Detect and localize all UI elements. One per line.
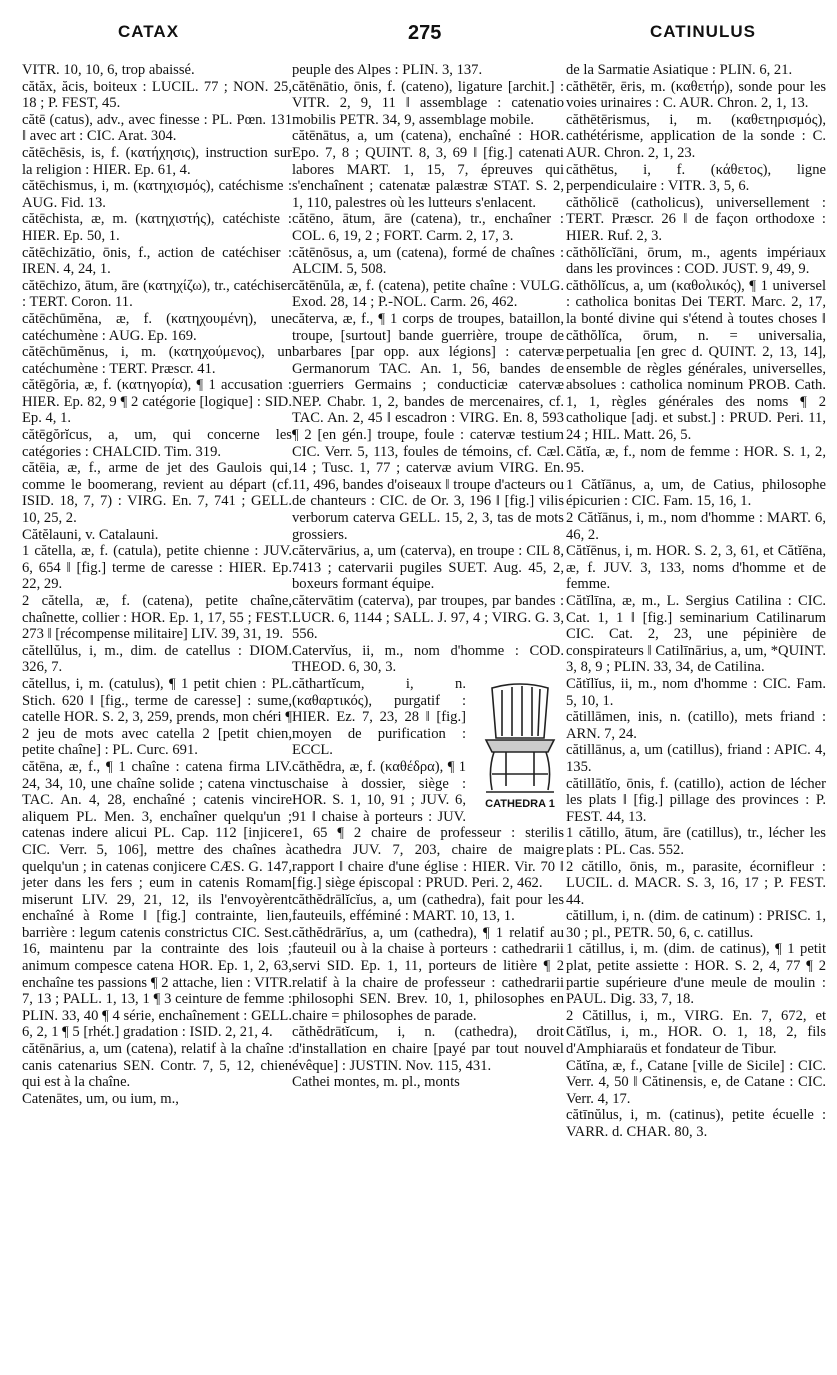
dictionary-entry: căthētēr, ēris, m. (καθετήρ), sonde pour les voies urinaires : C. AUR. Chron. 2, 1, 13. xyxy=(566,78,826,112)
dictionary-entry: cătēchūmĕnus, i, m. (κατηχούμενος), un catéchumène : TERT. Præscr. 41. xyxy=(22,344,292,377)
dictionary-entry: căthŏlicē (catholicus), universellement : TERT. Præscr. 26 ‖ de façon orthodoxe : HIER. Ruf. 2, 3. xyxy=(566,194,826,244)
dictionary-entry: cătēnŭla, æ, f. (catena), petite chaîne : VULG. Exod. 28, 14 ; P.-NOL. Carm. 26, 462. xyxy=(292,277,564,311)
chair-drawing xyxy=(472,678,568,796)
dictionary-entry: cătēnātus, a, um (catena), enchaîné : HOR. Epo. 7, 8 ; QUINT. 8, 3, 69 ‖ [fig.] catenati labores MART. 1, 15, 7, épreuves qui s'enchaînent ; catenatæ palæstræ STAT. S. 2, 1, 110, palestres où les lutteurs s'enlacent. xyxy=(292,128,564,211)
column-left xyxy=(22,62,292,1107)
dictionary-entry: 1 cătillus, i, m. (dim. de catinus), ¶ 1 petit plat, petite assiette : HOR. S. 2, 4, 77 ¶ 2 partie supérieure d'une meule de moulin : PAUL. Dig. 33, 7, 18. xyxy=(566,941,826,1008)
dictionary-entry: cătēgŏrĭcus, a, um, qui concerne les catégories : CHALCID. Tim. 319. xyxy=(22,427,292,460)
dictionary-entry: Cătĭēnus, i, m. HOR. S. 2, 3, 61, et Cătĭēna, æ, f. JUV. 3, 133, noms d'homme et de femme. xyxy=(566,543,826,593)
dictionary-entry: cătēno, ātum, āre (catena), tr., enchaîner : COL. 6, 19, 2 ; FORT. Carm. 2, 17, 3. xyxy=(292,211,564,244)
dictionary-entry: cătēnōsus, a, um (catena), formé de chaînes : ALCIM. 5, 508. xyxy=(292,244,564,278)
running-header xyxy=(0,22,837,52)
cathedra-illustration xyxy=(472,678,568,814)
header-first-word: CATAX xyxy=(118,22,180,41)
dictionary-entry: 1 cătella, æ, f. (catula), petite chienne : JUV. 6, 654 ‖ [fig.] terme de caresse : HIER. Ep. 22, 29. xyxy=(22,543,292,593)
dictionary-entry: cătillānus, a, um (catillus), friand : APIC. 4, 135. xyxy=(566,742,826,775)
dictionary-entry: căthētus, i, f. (κάθετος), ligne perpendiculaire : VITR. 3, 5, 6. xyxy=(566,161,826,195)
dictionary-entry: căthĕdrātĭcum, i, n. (cathedra), droit d'installation en chaire [payé par tout nouvel évêque] : JUSTIN. Nov. 115, 431. xyxy=(292,1024,564,1074)
dictionary-entry: cătīnŭlus, i, m. (catinus), petite écuelle : VARR. d. CHAR. 80, 3. xyxy=(566,1107,826,1140)
dictionary-entry: căthĕdra, æ, f. (καθέδρα), ¶ 1 chaise à dossier, siège : HOR. S. 1, 10, 91 ; JUV. 6, 91 ‖ chaise à porteurs : JUV. 1, 65 ¶ 2 chaire de professeur : sterilis cathedra JUV. 7, 203, chaire de maigre rapport ‖ chaire d'une église : HIER. Vir. 70 ‖ [fig.] siège épiscopal : PRUD. Peri. 2, 462. xyxy=(292,758,564,892)
dictionary-entry: cătēgŏria, æ, f. (κατηγορία), ¶ 1 accusation : HIER. Ep. 82, 9 ¶ 2 catégorie [logique] : SID. Ep. 4, 1. xyxy=(22,377,292,427)
dictionary-entry: cătēchista, æ, m. (κατηχιστής), catéchiste : HIER. Ep. 50, 1. xyxy=(22,211,292,244)
dictionary-entry: căterva, æ, f., ¶ 1 corps de troupes, bataillon, troupe, [surtout] bande guerrière, troupe de barbares [par opp. aux légions] : catervæ Germanorum TAC. An. 1, 56, bandes de guerriers Germains ; conducticiæ catervæ NEP. Chabr. 1, 2, bandes de mercenaires, cf. TAC. An. 2, 45 ‖ escadron : VIRG. En. 8, 593 ¶ 2 [en gén.] troupe, foule : catervæ testium CIC. Verr. 5, 113, foules de témoins, cf. Cæl. 14 ; Tusc. 1, 77 ; catervæ avium VIRG. En. 11, 496, bandes d'oiseaux ‖ troupe d'acteurs ou de chanteurs : CIC. de Or. 3, 196 ‖ [fig.] vilis verborum caterva GELL. 15, 2, 3, tas de mots grossiers. xyxy=(292,310,564,543)
dictionary-entry: cătellŭlus, i, m., dim. de catellus : DIOM. 326, 7. xyxy=(22,642,292,676)
dictionary-entry: cătē (catus), adv., avec finesse : PL. Pœn. 131 ‖ avec art : CIC. Arat. 304. xyxy=(22,111,292,145)
dictionary-entry: căthĕdrārĭus, a, um (cathedra), ¶ 1 relatif au fauteuil ou à la chaise à porteurs : cathedrarii servi SID. Ep. 1, 11, porteurs de litière ¶ 2 relatif à la chaire de professeur : cathedrarii philosophi SEN. Brev. 10, 1, philosophes en chaire = philosophes de parade. xyxy=(292,924,564,1024)
dictionary-entry: 1 cătillo, ātum, āre (catillus), tr., lécher les plats : PL. Cas. 552. xyxy=(566,825,826,858)
dictionary-entry: cătēchismus, i, m. (κατηχισμός), catéchisme : AUG. Fid. 13. xyxy=(22,178,292,211)
column-right xyxy=(566,62,826,1141)
dictionary-entry: 2 cătella, æ, f. (catena), petite chaîne, chaînette, collier : HOR. Ep. 1, 17, 55 ; FEST. 273 ‖ [récompense militaire] LIV. 39, 31, 19. xyxy=(22,593,292,643)
dictionary-entry: Cătĕlauni, v. Catalauni. xyxy=(22,526,159,543)
dictionary-entry: cătēchizātio, ōnis, f., action de catéchiser : IREN. 4, 24, 1. xyxy=(22,244,292,278)
dictionary-entry: căthētērismus, i, m. (καθετηρισμός), cathétérisme, application de la sonde : C. AUR. Chron. 2, 1, 23. xyxy=(566,111,826,161)
dictionary-entry: cătēnātio, ōnis, f. (cateno), ligature [archit.] : VITR. 2, 9, 11 ‖ assemblage : catenatio mobilis PETR. 34, 9, assemblage mobile. xyxy=(292,78,564,128)
dictionary-entry: CATHEDRA 1 căthartĭcum, i, n. (καθαρτικός), purgatif : HIER. Ez. 7, 23, 28 ‖ [fig.] moyen de purification : ECCL. xyxy=(292,676,564,759)
dictionary-entry: cătăx, ăcis, boiteux : LUCIL. 77 ; NON. 25, 18 ; P. FEST, 45. xyxy=(22,78,292,112)
dictionary-entry: căthĕdrālĭcĭus, a, um (cathedra), fait pour les fauteuils, efféminé : MART. 10, 13, 1. xyxy=(292,891,564,925)
dictionary-entry: căthŏlĭcus, a, um (καθολικός), ¶ 1 universel : catholica bonitas Dei TERT. Marc. 2, 17, la bonté divine qui s'étend à toutes choses ‖ căthŏlĭca, ōrum, n. = universalia, perpetualia [en grec d. QUINT. 2, 13, 14], ensemble de règles générales, universelles, absolues : catholica nominum PROB. Cath. 1, 1, règles générales des noms ¶ 2 catholique [adj. et subst.] : PRUD. Peri. 11, 24 ; HIL. Matt. 26, 5. xyxy=(566,277,826,444)
dictionary-entry: Cătĭlīna, æ, m., L. Sergius Catilina : CIC. Cat. 1, 1 ‖ [fig.] seminarium Catilinarum CIC. Cat. 2, 23, une pépinière de conspirateurs ‖ Catilīnārius, a, um, *QUINT. 3, 8, 9 ; PLIN. 33, 34, de Catilina. xyxy=(566,593,826,676)
dictionary-entry: cătervārius, a, um (caterva), en troupe : CIL 8, 7413 ; catervarii pugiles SUET. Aug. 45, 2, boxeurs formant équipe. xyxy=(292,543,564,593)
dictionary-entry: cătēchēsis, is, f. (κατήχησις), instruction sur la religion : HIER. Ep. 61, 4. xyxy=(22,144,292,178)
dictionary-entry: Cătĭlĭus, ii, m., nom d'homme : CIC. Fam. 5, 10, 1. xyxy=(566,675,826,709)
dictionary-entry: cătervātim (caterva), par troupes, par bandes : LUCR. 6, 1144 ; SALL. J. 97, 4 ; VIRG. G. 3, 556. xyxy=(292,593,564,643)
header-last-word: CATINULUS xyxy=(650,22,756,41)
dictionary-entry: cătillāmen, inis, n. (catillo), mets friand : ARN. 7, 24. xyxy=(566,709,826,742)
dictionary-entry: 2 Cătĭānus, i, m., nom d'homme : MART. 6, 46, 2. xyxy=(566,510,826,543)
dictionary-entry: Cathei montes, m. pl., monts xyxy=(292,1074,460,1091)
dictionary-entry: cătēchizo, ātum, āre (κατηχίζω), tr., catéchiser : TERT. Coron. 11. xyxy=(22,277,292,311)
dictionary-entry: Catenātes, um, ou ium, m., xyxy=(22,1090,179,1107)
dictionary-entry: cătillum, i, n. (dim. de catinum) : PRISC. 1, 30 ; pl., PETR. 50, 6, c. catillus. xyxy=(566,908,826,941)
dictionary-entry: căthŏlĭcĭāni, ōrum, m., agents impériaux dans les provinces : COD. JUST. 9, 49, 9. xyxy=(566,244,826,278)
dictionary-entry: Cătĭna, æ, f., Catane [ville de Sicile] : CIC. Verr. 4, 50 ‖ Cătinensis, e, de Catane : CIC. Verr. 4, 17. xyxy=(566,1057,826,1107)
dictionary-entry: Cătĭa, æ, f., nom de femme : HOR. S. 1, 2, 95. xyxy=(566,443,826,477)
dictionary-entry: 2 Cătillus, i, m., VIRG. En. 7, 672, et Cătĭlus, i, m., HOR. O. 1, 18, 2, fils d'Amphiaraüs et fondateur de Tibur. xyxy=(566,1007,826,1058)
dictionary-entry: cătēnārius, a, um (catena), relatif à la chaîne : canis catenarius SEN. Contr. 7, 5, 12, chien qui est à la chaîne. xyxy=(22,1041,292,1091)
dictionary-entry: de la Sarmatie Asiatique : PLIN. 6, 21. xyxy=(566,62,793,78)
dictionary-entry: VITR. 10, 10, 6, trop abaissé. xyxy=(22,62,195,78)
dictionary-entry: cătillātĭo, ōnis, f. (catillo), action de lécher les plats ‖ [fig.] pillage des provinces : P. FEST. 44, 13. xyxy=(566,775,826,825)
dictionary-entry: cătēchūmĕna, æ, f. (κατηχουμένη), une catéchumène : AUG. Ep. 169. xyxy=(22,310,292,344)
dictionary-entry: Catervĭus, ii, m., nom d'homme : COD. THEOD. 6, 30, 3. xyxy=(292,642,564,676)
column-middle xyxy=(292,62,564,1091)
page-number: 275 xyxy=(408,22,442,44)
dictionary-entry: cătēia, æ, f., arme de jet des Gaulois qui, comme le boomerang, revient au départ (cf. ISID. 18, 7, 7) : VIRG. En. 7, 741 ; GELL. 10, 25, 2. xyxy=(22,460,292,527)
dictionary-entry: 1 Cătĭānus, a, um, de Catius, philosophe épicurien : CIC. Fam. 15, 16, 1. xyxy=(566,476,826,510)
dictionary-entry: peuple des Alpes : PLIN. 3, 137. xyxy=(292,62,483,78)
figure-caption: CATHEDRA 1 xyxy=(485,797,555,810)
dictionary-entry: cătēna, æ, f., ¶ 1 chaîne : catena firma LIV. 24, 34, 10, une chaîne solide ; catena vinctus TAC. An. 4, 28, enchaîné ; catenis vincire aliquem PL. Men. 3, enchaîner quelqu'un ; catenas indere alicui PL. Cap. 112 [injicere CIC. Verr. 5, 106], mettre des chaînes à quelqu'un ; in catenas conjicere CÆS. G. 147, jeter dans les fers ; eum in catenis Romam miserunt LIV. 29, 21, 12, ils l'envoyèrent enchaîné à Rome ‖ [fig.] contrainte, lien, barrière : legum catenis constrictus CIC. Sest. 16, maintenu par la contrainte des lois ; animum compesce catena HOR. Ep. 1, 2, 63, enchaîne tes passions ¶ 2 attache, lien : VITR. 7, 13 ; PALL. 1, 13, 1 ¶ 3 ceinture de femme : PLIN. 33, 40 ¶ 4 série, enchaînement : GELL. 6, 2, 1 ¶ 5 [rhét.] gradation : ISID. 2, 21, 4. xyxy=(22,758,292,1041)
dictionary-entry: cătellus, i, m. (catulus), ¶ 1 petit chien : PL. Stich. 620 ‖ [fig., terme de caresse] : sume, catelle HOR. S. 2, 3, 259, prends, mon chéri ¶ 2 jeu de mots avec catella 2 [petit chien, petite chaîne] : PL. Curc. 691. xyxy=(22,675,292,759)
dictionary-entry: 2 cătillo, ōnis, m., parasite, écornifleur : LUCIL. d. MACR. S. 3, 16, 17 ; P. FEST. 44. xyxy=(566,858,826,908)
